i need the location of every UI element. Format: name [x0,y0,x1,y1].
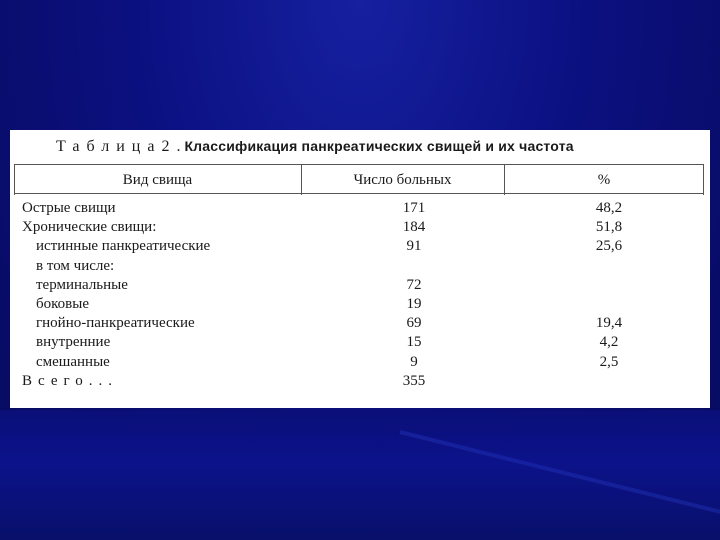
header-rule [14,193,704,194]
row-count: 171 [402,200,426,216]
row-total-count: 355 [402,372,426,389]
column-fistula-type [22,199,312,391]
row-label: гнойно-панкреатические [36,315,195,332]
row-count: 15 [406,334,422,351]
row-label: терминальные [36,276,128,293]
caption-number: 2 [161,138,177,155]
row-count [344,257,484,276]
row-label: внутренние [36,334,111,351]
row-percent: 19,4 [595,315,623,332]
row-percent: 51,8 [595,219,623,236]
table-frame [14,164,704,401]
row-percent: 48,2 [595,200,623,216]
row-count: 72 [406,276,422,293]
row-label: смешанные [36,353,110,370]
row-count: 9 [410,353,418,370]
row-percent [554,372,664,391]
row-label: боковые [36,295,89,312]
table-caption: Таблица2. Классификация панкреатических свищей и их частота [56,138,574,155]
row-count: 184 [402,219,426,236]
row-count: 69 [406,315,422,332]
row-percent: 2,5 [599,353,619,370]
scanned-table-image [10,130,710,408]
decorative-band [0,410,720,540]
row-count: 19 [406,295,422,312]
column-patient-count [344,199,484,391]
row-count: 91 [406,238,422,255]
row-total-label: Всего... [22,372,119,389]
row-percent [554,257,664,276]
row-label: истинные панкреатические [36,238,211,255]
header-count: Число больных [353,172,452,188]
caption-label: Таблица [56,138,162,155]
column-percent [554,199,664,391]
header-percent: % [597,172,611,188]
row-percent [554,295,664,314]
row-percent [554,276,664,295]
row-label: Хронические свищи: [22,219,157,236]
row-percent: 4,2 [599,334,619,351]
header-type: Вид свища [122,172,193,188]
row-percent: 25,6 [595,238,623,255]
caption-title: Классификация панкреатических свищей и их частота [184,138,574,154]
row-label: в том числе: [36,257,115,274]
row-label: Острые свищи [22,200,116,216]
